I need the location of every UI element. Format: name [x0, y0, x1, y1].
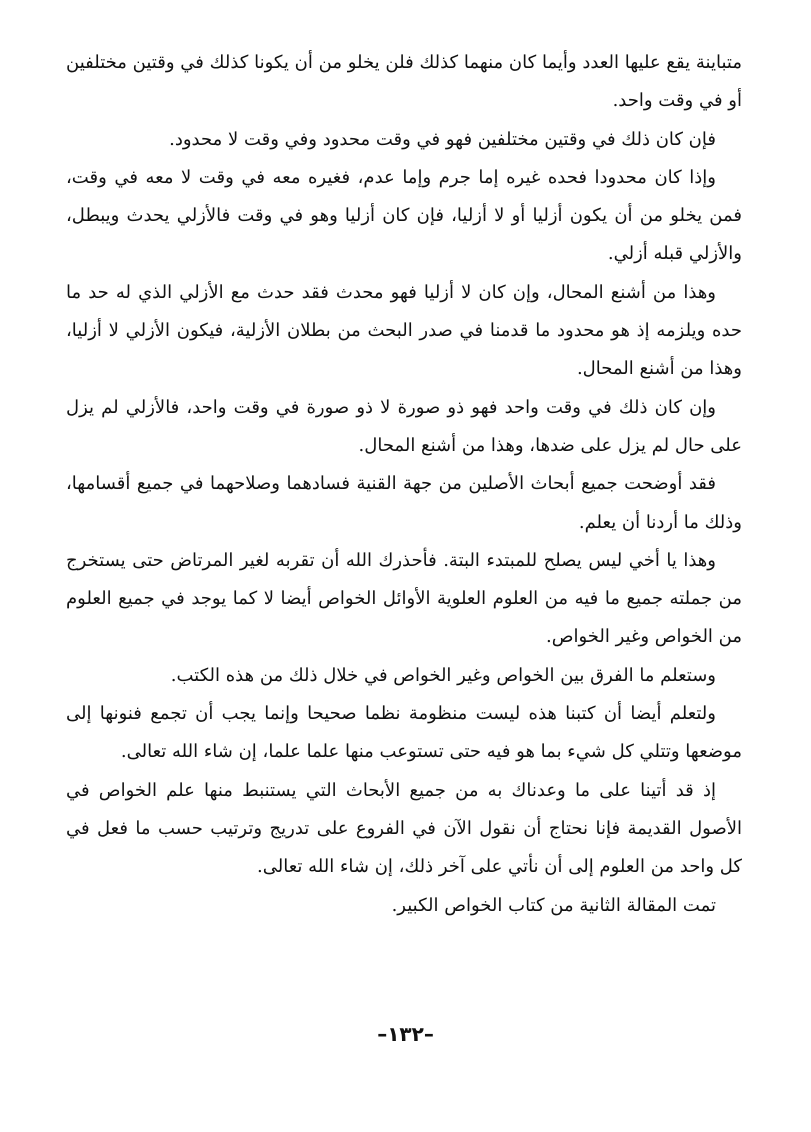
paragraph: وإذا كان محدودا فحده غيره إما جرم وإما عدم، فغيره معه في وقت لا معه في وقت، فمن يخلو من أن يكون أزليا أو لا أزليا، فإن كان أزليا وهو في وقت فالأزلي يحدث ويبطل، والأزلي قبله أزلي. — [66, 166, 742, 265]
paragraph-continuation: متباينة يقع عليها العدد وأيما كان منهما كذلك فلن يخلو من أن يكونا كذلك في وقتين مختلفين أو في وقت واحد. — [66, 52, 742, 112]
paragraph: فقد أوضحت جميع أبحاث الأصلين من جهة القنية فسادهما وصلاحهما في جميع أقسامها، وذلك ما أردنا أن يعلم. — [66, 473, 742, 533]
paragraph: إذ قد أتينا على ما وعدناك به من جميع الأبحاث التي يستنبط منها علم الخواص في الأصول القديمة فإنا نحتاج أن نقول الآن في الفروع على تدريج وترتيب حسب ما فعل في كل واحد من العلوم إلى أن نأتي على آخر ذلك، إن شاء الله تعالى. — [66, 779, 742, 878]
paragraph: وإن كان ذلك في وقت واحد فهو ذو صورة لا ذو صورة في وقت واحد، فالأزلي لم يزل على حال لم يزل على ضدها، وهذا من أشنع المحال. — [66, 396, 742, 456]
page-number: –١٣٢– — [377, 1022, 434, 1046]
paragraph: فإن كان ذلك في وقتين مختلفين فهو في وقت محدود وفي وقت لا محدود. — [169, 128, 716, 150]
paragraph: ولتعلم أيضا أن كتبنا هذه ليست منظومة نظما صحيحا وإنما يجب أن تجمع فنونها إلى موضعها وتتلي كل شيء بما هو فيه حتى تستوعب منها علما علما، إن شاء الله تعالى. — [66, 703, 742, 763]
body-text — [66, 44, 742, 925]
closing-line: تمت المقالة الثانية من كتاب الخواص الكبير. — [391, 894, 716, 916]
paragraph: وهذا من أشنع المحال، وإن كان لا أزليا فهو محدث فقد حدث مع الأزلي الذي له حد ما حده ويلزمه إذ هو محدود ما قدمنا في صدر البحث من بطلان الأزلية، فيكون الأزلي لا أزليا، وهذا من أشنع المحال. — [66, 281, 742, 380]
paragraph: وهذا يا أخي ليس يصلح للمبتدء البتة. فأحذرك الله أن تقربه لغير المرتاض حتى يستخرج من جملته جميع ما فيه من العلوم العلوية الأوائل الخواص أيضا لا كما يوجد في جميع العلوم من الخواص وغير الخواص. — [66, 549, 742, 648]
paragraph: وستعلم ما الفرق بين الخواص وغير الخواص في خلال ذلك من هذه الكتب. — [170, 664, 716, 686]
